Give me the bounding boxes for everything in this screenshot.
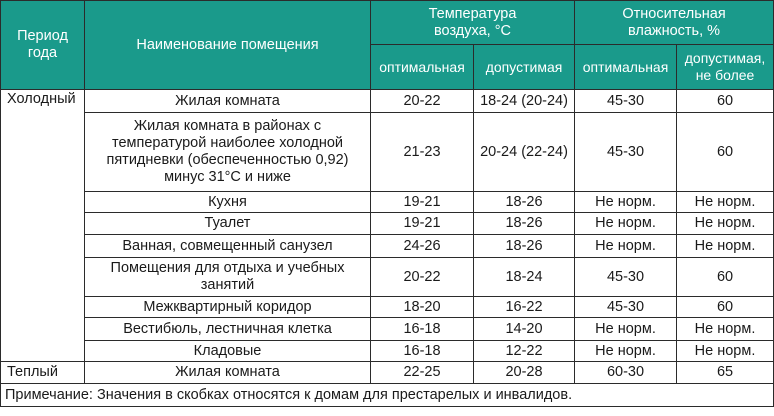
humidity-allowed-cell: 60 (677, 113, 774, 192)
table-row (1, 90, 774, 113)
temp-allowed-cell: 14-20 (474, 318, 575, 341)
room-name-cell: Жилая комната (85, 362, 371, 384)
room-name-cell: Жилая комната (85, 90, 371, 113)
header-room-name: Наименование помещения (85, 1, 371, 90)
humidity-optimal-cell: 45-30 (575, 258, 677, 297)
temp-optimal-cell: 19-21 (371, 213, 474, 235)
room-name-cell: Помещения для отдыха и учебных занятий (85, 258, 371, 297)
humidity-allowed-cell: Не норм. (677, 235, 774, 258)
temp-allowed-cell: 20-24 (22-24) (474, 113, 575, 192)
humidity-optimal-cell: Не норм. (575, 192, 677, 213)
humidity-allowed-cell: 65 (677, 362, 774, 384)
room-name-cell: Кухня (85, 192, 371, 213)
table-row (1, 235, 774, 258)
header-humidity: Относительная влажность, % (575, 1, 774, 45)
header-temp-allowed: допустимая (474, 45, 575, 90)
humidity-allowed-cell: 60 (677, 258, 774, 297)
temp-allowed-cell: 18-26 (474, 192, 575, 213)
temp-optimal-cell: 24-26 (371, 235, 474, 258)
table-row (1, 297, 774, 318)
temp-optimal-cell: 16-18 (371, 341, 474, 362)
table-row (1, 341, 774, 362)
header-temp-optimal: оптимальная (371, 45, 474, 90)
room-name-cell: Вестибюль, лестничная клетка (85, 318, 371, 341)
temp-allowed-cell: 12-22 (474, 341, 575, 362)
table-row (1, 213, 774, 235)
room-name-cell: Кладовые (85, 341, 371, 362)
humidity-allowed-cell: Не норм. (677, 318, 774, 341)
humidity-optimal-cell: 60-30 (575, 362, 677, 384)
temp-optimal-cell: 22-25 (371, 362, 474, 384)
temp-optimal-cell: 18-20 (371, 297, 474, 318)
humidity-optimal-cell: 45-30 (575, 113, 677, 192)
humidity-allowed-cell: Не норм. (677, 192, 774, 213)
table-row (1, 113, 774, 192)
table-row (1, 362, 774, 384)
temp-allowed-cell: 18-26 (474, 213, 575, 235)
humidity-allowed-cell: 60 (677, 90, 774, 113)
humidity-optimal-cell: 45-30 (575, 297, 677, 318)
temp-allowed-cell: 18-26 (474, 235, 575, 258)
humidity-optimal-cell: Не норм. (575, 213, 677, 235)
humidity-allowed-cell: 60 (677, 297, 774, 318)
temp-allowed-cell: 18-24 (474, 258, 575, 297)
header-period: Период года (1, 1, 85, 90)
header-hum-allowed: допустимая, не более (677, 45, 774, 90)
table-note: Примечание: Значения в скобках относятся к домам для престарелых и инвалидов. (1, 384, 774, 407)
header-hum-optimal: оптимальная (575, 45, 677, 90)
temp-optimal-cell: 20-22 (371, 90, 474, 113)
period-cell: Теплый (1, 362, 85, 384)
table-body (1, 90, 774, 384)
room-name-cell: Межквартирный коридор (85, 297, 371, 318)
temp-optimal-cell: 20-22 (371, 258, 474, 297)
humidity-optimal-cell: Не норм. (575, 341, 677, 362)
temp-allowed-cell: 18-24 (20-24) (474, 90, 575, 113)
temp-allowed-cell: 20-28 (474, 362, 575, 384)
table-row (1, 258, 774, 297)
temp-optimal-cell: 19-21 (371, 192, 474, 213)
temp-optimal-cell: 16-18 (371, 318, 474, 341)
period-cell: Холодный (1, 90, 85, 362)
room-name-cell: Жилая комната в районах с температурой наиболее холодной пятидневки (обеспеченностью 0,92) минус 31°С и ниже (85, 113, 371, 192)
table-row (1, 318, 774, 341)
room-name-cell: Ванная, совмещенный санузел (85, 235, 371, 258)
room-name-cell: Туалет (85, 213, 371, 235)
humidity-optimal-cell: 45-30 (575, 90, 677, 113)
temp-optimal-cell: 21-23 (371, 113, 474, 192)
humidity-allowed-cell: Не норм. (677, 341, 774, 362)
humidity-optimal-cell: Не норм. (575, 318, 677, 341)
humidity-allowed-cell: Не норм. (677, 213, 774, 235)
humidity-optimal-cell: Не норм. (575, 235, 677, 258)
temp-allowed-cell: 16-22 (474, 297, 575, 318)
header-temperature: Температура воздуха, °С (371, 1, 575, 45)
table-row (1, 192, 774, 213)
